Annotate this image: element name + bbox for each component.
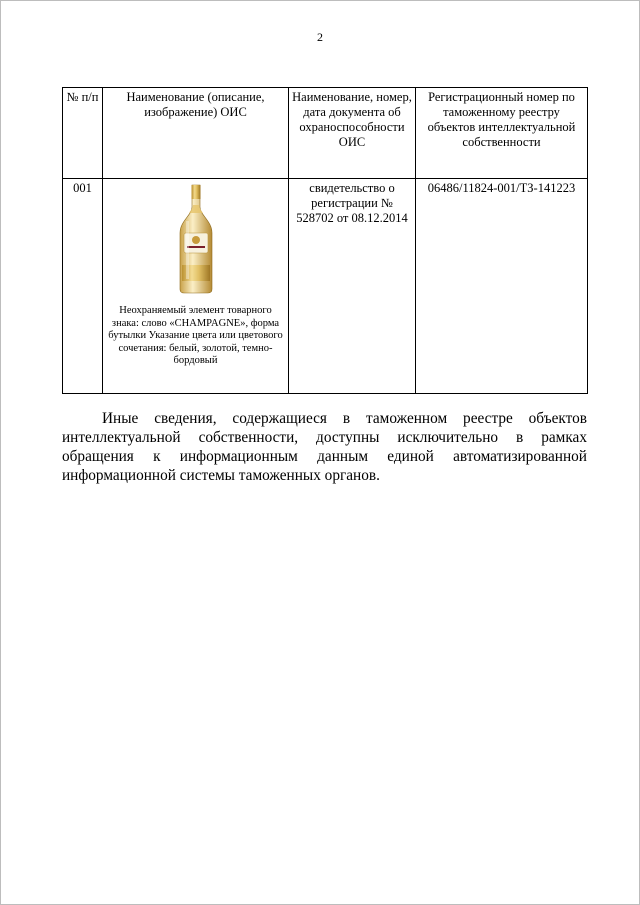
row-num: 001: [63, 179, 103, 394]
header-num: № п/п: [63, 88, 103, 179]
bottle-icon: [176, 183, 216, 295]
header-registration: Регистрационный номер по таможенному реестру объектов интеллектуальной собственности: [416, 88, 588, 179]
table-row: [63, 179, 588, 394]
row-object-cell: [103, 179, 289, 394]
header-name: Наименование (описание, изображение) ОИС: [103, 88, 289, 179]
page-number: 2: [317, 30, 323, 44]
champagne-bottle-image: [106, 183, 285, 295]
trademark-note: Неохраняемый элемент товарного знака: слово «CHAMPAGNE», форма бутылки Указание цвета или цветового сочетания: белый, золотой, темно-бордовый: [108, 305, 283, 367]
body-paragraph: Иные сведения, содержащиеся в таможенном реестре объектов интеллектуальной собственности, доступны исключительно в рамках обращения к информационным данным единой автоматизированной информационной системы таможенных органов.: [62, 410, 587, 484]
table-header-row: [63, 88, 588, 179]
row-document: свидетельство о регистрации № 528702 от 08.12.2014: [289, 179, 416, 394]
row-registration-number: 06486/11824-001/ТЗ-141223: [416, 179, 588, 394]
ois-table: [62, 87, 588, 394]
header-document: Наименование, номер, дата документа об охраноспособности ОИС: [289, 88, 416, 179]
